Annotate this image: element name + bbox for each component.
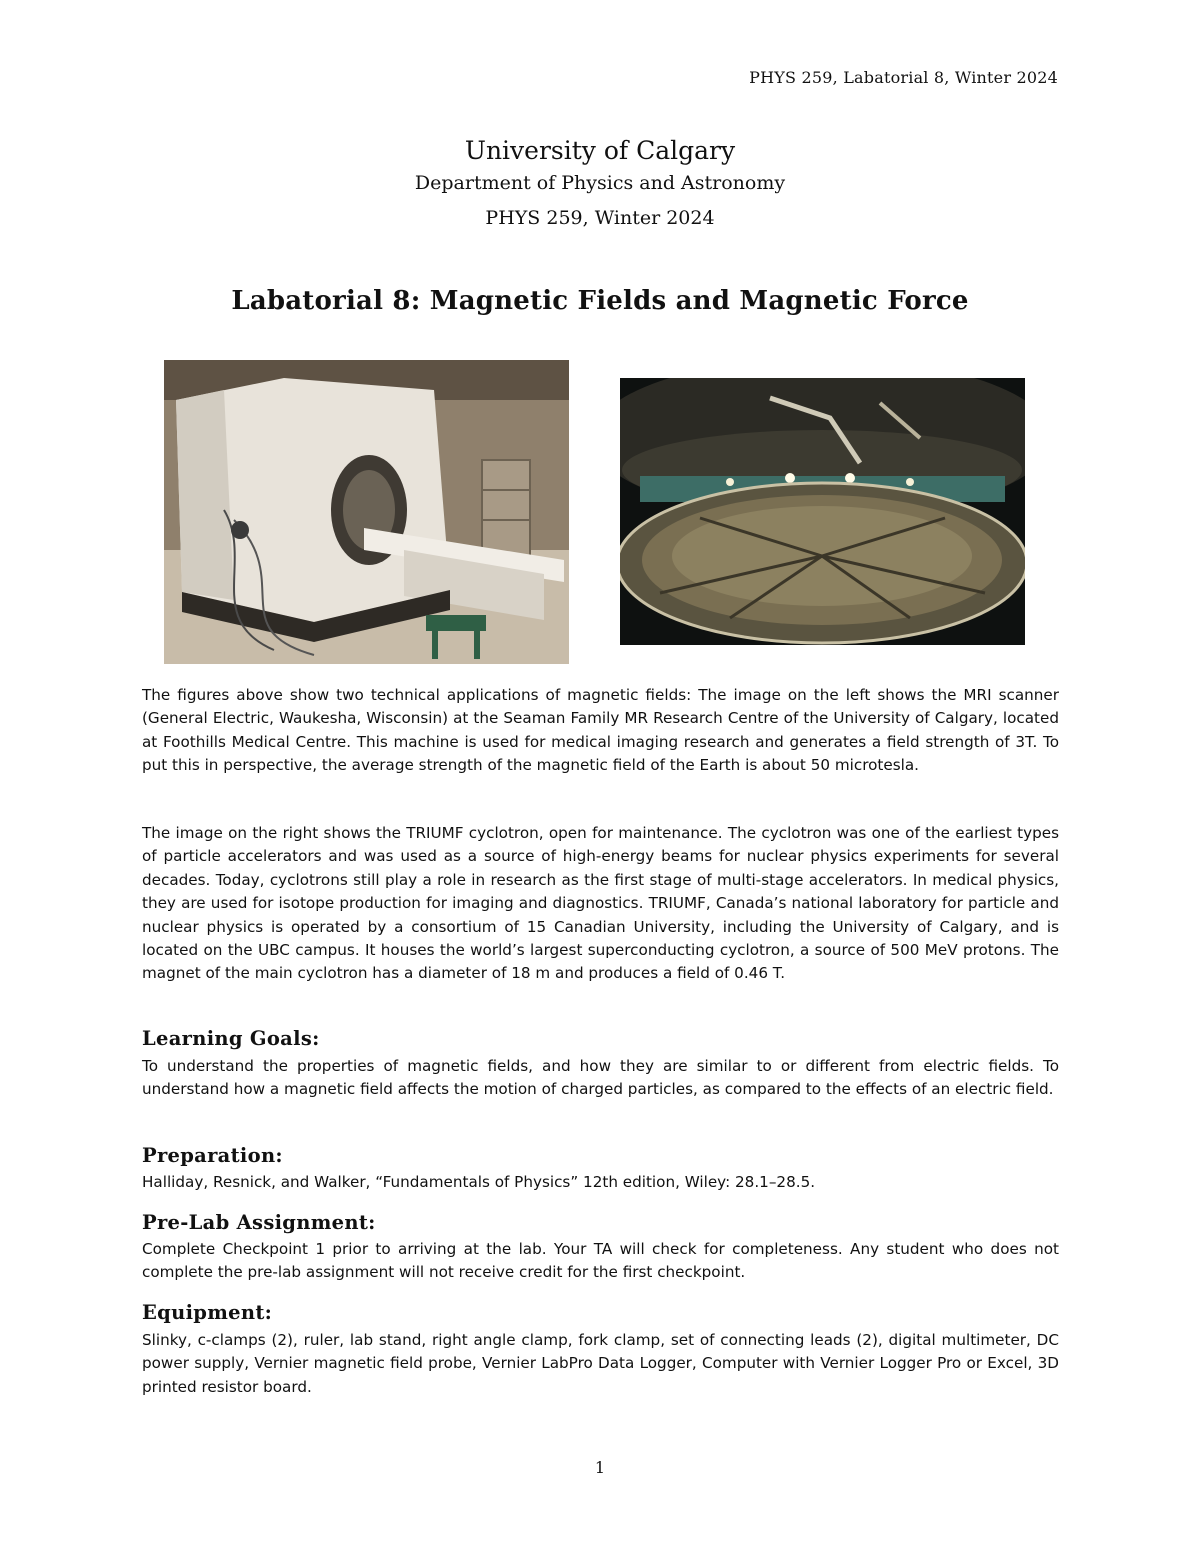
pre-lab-text: Complete Checkpoint 1 prior to arriving at the lab. Your TA will check for completeness. Any student who does not complete the pre-lab assignment will not receive credit for the first checkpoint. bbox=[142, 1240, 1059, 1282]
learning-goals-heading: Learning Goals: bbox=[142, 1027, 320, 1050]
equipment-heading: Equipment: bbox=[142, 1301, 273, 1324]
title-block bbox=[0, 136, 1200, 242]
department-name: Department of Physics and Astronomy bbox=[414, 172, 786, 194]
university-name: University of Calgary bbox=[464, 136, 736, 165]
learning-goals-text: To understand the properties of magnetic fields, and how they are similar to or different from electric fields. To understand how a magnetic field affects the motion of charged particles, as compared to the effects of an electric field. bbox=[142, 1057, 1059, 1099]
lab-title: Labatorial 8: Magnetic Fields and Magnetic Force bbox=[231, 286, 969, 316]
pre-lab-heading: Pre-Lab Assignment: bbox=[142, 1211, 376, 1234]
mri-scanner-photo bbox=[164, 360, 569, 664]
preparation-heading: Preparation: bbox=[142, 1144, 283, 1167]
equipment-text: Slinky, c-clamps (2), ruler, lab stand, right angle clamp, fork clamp, set of connecting leads (2), digital multimeter, DC power supply, Vernier magnetic field probe, Vernier LabPro Data Logger, Computer with Vernier Logger Pro or Excel, 3D printed resistor board. bbox=[142, 1331, 1059, 1396]
intro-paragraph-mri: The figures above show two technical applications of magnetic fields: The image on the left shows the MRI scanner (General Electric, Waukesha, Wisconsin) at the Seaman Family MR Research Centre of the University of Calgary, located at Foothills Medical Centre. This machine is used for medical imaging research and generates a field strength of 3T. To put this in perspective, the average strength of the magnetic field of the Earth is about 50 microtesla. bbox=[142, 686, 1059, 775]
course-name: PHYS 259, Winter 2024 bbox=[485, 207, 715, 229]
intro-paragraph-cyclotron: The image on the right shows the TRIUMF cyclotron, open for maintenance. The cyclotron was one of the earliest types of particle accelerators and was used as a source of high-energy beams for nuclear physics experiments for several decades. Today, cyclotrons still play a role in research as the first stage of multi-stage accelerators. In medical physics, they are used for isotope production for imaging and diagnostics. TRIUMF, Canada’s national laboratory for particle and nuclear physics is operated by a consortium of 15 Canadian University, including the University of Calgary, and is located on the UBC campus. It houses the world’s largest superconducting cyclotron, a source of 500 MeV protons. The magnet of the main cyclotron has a diameter of 18 m and produces a field of 0.46 T. bbox=[142, 824, 1059, 983]
triumf-cyclotron-photo bbox=[620, 378, 1025, 645]
running-header: PHYS 259, Labatorial 8, Winter 2024 bbox=[749, 68, 1058, 87]
preparation-text: Halliday, Resnick, and Walker, “Fundamentals of Physics” 12th edition, Wiley: 28.1–28.5. bbox=[142, 1173, 816, 1191]
page-number: 1 bbox=[594, 1458, 606, 1477]
